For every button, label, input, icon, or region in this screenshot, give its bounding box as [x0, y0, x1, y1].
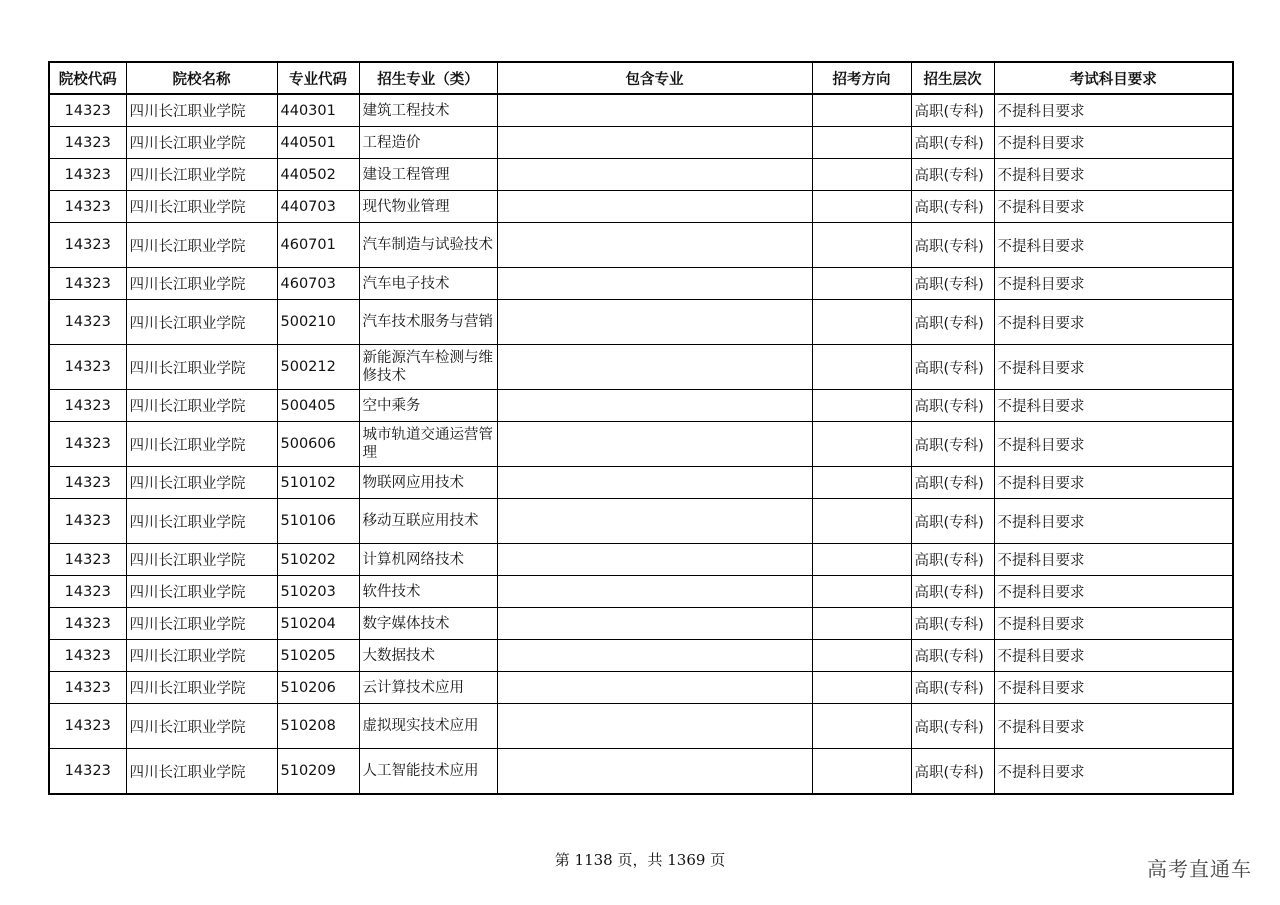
cell-major-code: 440502	[277, 159, 359, 191]
header-school-code: 院校代码	[49, 62, 126, 94]
cell-level: 高职(专科)	[911, 672, 994, 704]
cell-major-code: 510206	[277, 672, 359, 704]
cell-major: 软件技术	[359, 576, 497, 608]
cell-level: 高职(专科)	[911, 467, 994, 499]
cell-major-code: 510202	[277, 544, 359, 576]
table-row	[49, 94, 1233, 127]
cell-included-majors	[497, 640, 812, 672]
header-school-name: 院校名称	[126, 62, 277, 94]
cell-school-name: 四川长江职业学院	[126, 94, 277, 127]
page-footer: 第 1138 页，共 1369 页	[554, 851, 726, 869]
cell-included-majors	[497, 127, 812, 159]
cell-major-code: 510208	[277, 704, 359, 749]
cell-level: 高职(专科)	[911, 704, 994, 749]
table-row	[49, 159, 1233, 191]
cell-school-code: 14323	[49, 268, 126, 300]
cell-school-code: 14323	[49, 300, 126, 345]
table-row	[49, 127, 1233, 159]
cell-school-code: 14323	[49, 94, 126, 127]
cell-school-code: 14323	[49, 749, 126, 795]
cell-major: 建筑工程技术	[359, 94, 497, 127]
cell-included-majors	[497, 223, 812, 268]
cell-school-code: 14323	[49, 499, 126, 544]
table-row	[49, 749, 1233, 795]
cell-level: 高职(专科)	[911, 576, 994, 608]
cell-school-code: 14323	[49, 127, 126, 159]
cell-requirement: 不提科目要求	[994, 300, 1233, 345]
cell-requirement: 不提科目要求	[994, 191, 1233, 223]
cell-major-code: 460703	[277, 268, 359, 300]
cell-direction	[812, 159, 911, 191]
cell-major: 数字媒体技术	[359, 608, 497, 640]
cell-major-code: 460701	[277, 223, 359, 268]
table-row	[49, 576, 1233, 608]
cell-included-majors	[497, 704, 812, 749]
cell-direction	[812, 191, 911, 223]
cell-included-majors	[497, 300, 812, 345]
cell-requirement: 不提科目要求	[994, 704, 1233, 749]
cell-requirement: 不提科目要求	[994, 467, 1233, 499]
cell-direction	[812, 94, 911, 127]
cell-school-name: 四川长江职业学院	[126, 672, 277, 704]
cell-school-name: 四川长江职业学院	[126, 608, 277, 640]
table-row	[49, 467, 1233, 499]
cell-major: 物联网应用技术	[359, 467, 497, 499]
cell-direction	[812, 749, 911, 795]
cell-major-code: 510203	[277, 576, 359, 608]
cell-level: 高职(专科)	[911, 544, 994, 576]
cell-school-code: 14323	[49, 422, 126, 467]
cell-major: 空中乘务	[359, 390, 497, 422]
cell-school-name: 四川长江职业学院	[126, 223, 277, 268]
cell-requirement: 不提科目要求	[994, 608, 1233, 640]
cell-level: 高职(专科)	[911, 94, 994, 127]
cell-requirement: 不提科目要求	[994, 268, 1233, 300]
cell-school-name: 四川长江职业学院	[126, 159, 277, 191]
cell-included-majors	[497, 608, 812, 640]
watermark: 高考直通车	[1147, 857, 1252, 881]
cell-school-code: 14323	[49, 159, 126, 191]
cell-level: 高职(专科)	[911, 422, 994, 467]
table-row	[49, 300, 1233, 345]
header-level: 招生层次	[911, 62, 994, 94]
cell-school-code: 14323	[49, 640, 126, 672]
cell-major: 新能源汽车检测与维修技术	[359, 345, 497, 390]
cell-level: 高职(专科)	[911, 749, 994, 795]
cell-school-name: 四川长江职业学院	[126, 749, 277, 795]
cell-school-code: 14323	[49, 390, 126, 422]
table-row	[49, 191, 1233, 223]
cell-major-code: 500210	[277, 300, 359, 345]
cell-major: 移动互联应用技术	[359, 499, 497, 544]
cell-included-majors	[497, 544, 812, 576]
cell-requirement: 不提科目要求	[994, 390, 1233, 422]
cell-included-majors	[497, 159, 812, 191]
cell-level: 高职(专科)	[911, 608, 994, 640]
cell-requirement: 不提科目要求	[994, 544, 1233, 576]
cell-school-name: 四川长江职业学院	[126, 499, 277, 544]
cell-level: 高职(专科)	[911, 300, 994, 345]
cell-included-majors	[497, 672, 812, 704]
cell-school-code: 14323	[49, 576, 126, 608]
cell-major: 计算机网络技术	[359, 544, 497, 576]
cell-school-code: 14323	[49, 467, 126, 499]
cell-major-code: 440501	[277, 127, 359, 159]
cell-included-majors	[497, 94, 812, 127]
cell-major-code: 510102	[277, 467, 359, 499]
cell-direction	[812, 223, 911, 268]
cell-direction	[812, 345, 911, 390]
cell-school-code: 14323	[49, 608, 126, 640]
cell-major: 工程造价	[359, 127, 497, 159]
cell-included-majors	[497, 390, 812, 422]
cell-major: 人工智能技术应用	[359, 749, 497, 795]
cell-school-name: 四川长江职业学院	[126, 640, 277, 672]
cell-major-code: 510204	[277, 608, 359, 640]
cell-school-name: 四川长江职业学院	[126, 268, 277, 300]
table-row	[49, 345, 1233, 390]
cell-major: 汽车电子技术	[359, 268, 497, 300]
cell-direction	[812, 390, 911, 422]
cell-direction	[812, 499, 911, 544]
cell-major: 虚拟现实技术应用	[359, 704, 497, 749]
cell-school-name: 四川长江职业学院	[126, 467, 277, 499]
cell-level: 高职(专科)	[911, 640, 994, 672]
cell-school-name: 四川长江职业学院	[126, 422, 277, 467]
table-row	[49, 608, 1233, 640]
cell-requirement: 不提科目要求	[994, 127, 1233, 159]
cell-level: 高职(专科)	[911, 191, 994, 223]
cell-level: 高职(专科)	[911, 127, 994, 159]
cell-requirement: 不提科目要求	[994, 672, 1233, 704]
table-row	[49, 390, 1233, 422]
cell-school-name: 四川长江职业学院	[126, 127, 277, 159]
cell-requirement: 不提科目要求	[994, 749, 1233, 795]
cell-school-name: 四川长江职业学院	[126, 390, 277, 422]
cell-level: 高职(专科)	[911, 390, 994, 422]
header-major: 招生专业（类）	[359, 62, 497, 94]
cell-direction	[812, 467, 911, 499]
cell-school-name: 四川长江职业学院	[126, 704, 277, 749]
cell-included-majors	[497, 499, 812, 544]
header-major-code: 专业代码	[277, 62, 359, 94]
cell-direction	[812, 127, 911, 159]
table-row	[49, 640, 1233, 672]
cell-major-code: 500606	[277, 422, 359, 467]
header-requirement: 考试科目要求	[994, 62, 1233, 94]
cell-included-majors	[497, 422, 812, 467]
cell-requirement: 不提科目要求	[994, 640, 1233, 672]
header-included-majors: 包含专业	[497, 62, 812, 94]
cell-included-majors	[497, 345, 812, 390]
cell-school-code: 14323	[49, 345, 126, 390]
table-row	[49, 672, 1233, 704]
cell-major-code: 440301	[277, 94, 359, 127]
cell-direction	[812, 300, 911, 345]
cell-major: 汽车制造与试验技术	[359, 223, 497, 268]
cell-major: 现代物业管理	[359, 191, 497, 223]
table-row	[49, 268, 1233, 300]
table-row	[49, 223, 1233, 268]
cell-major-code: 510209	[277, 749, 359, 795]
table-row	[49, 422, 1233, 467]
cell-school-code: 14323	[49, 191, 126, 223]
cell-school-name: 四川长江职业学院	[126, 576, 277, 608]
cell-major-code: 510205	[277, 640, 359, 672]
cell-direction	[812, 422, 911, 467]
cell-level: 高职(专科)	[911, 223, 994, 268]
cell-requirement: 不提科目要求	[994, 576, 1233, 608]
table-row	[49, 544, 1233, 576]
header-direction: 招考方向	[812, 62, 911, 94]
cell-school-name: 四川长江职业学院	[126, 544, 277, 576]
cell-school-code: 14323	[49, 544, 126, 576]
cell-included-majors	[497, 576, 812, 608]
cell-major-code: 500405	[277, 390, 359, 422]
cell-requirement: 不提科目要求	[994, 159, 1233, 191]
cell-school-name: 四川长江职业学院	[126, 191, 277, 223]
table-row	[49, 704, 1233, 749]
cell-major: 汽车技术服务与营销	[359, 300, 497, 345]
cell-direction	[812, 672, 911, 704]
cell-direction	[812, 576, 911, 608]
cell-major: 大数据技术	[359, 640, 497, 672]
cell-level: 高职(专科)	[911, 499, 994, 544]
cell-school-code: 14323	[49, 704, 126, 749]
cell-direction	[812, 268, 911, 300]
cell-school-name: 四川长江职业学院	[126, 345, 277, 390]
cell-direction	[812, 608, 911, 640]
admissions-table	[48, 61, 1234, 795]
cell-direction	[812, 544, 911, 576]
cell-included-majors	[497, 467, 812, 499]
cell-major: 云计算技术应用	[359, 672, 497, 704]
cell-requirement: 不提科目要求	[994, 499, 1233, 544]
cell-requirement: 不提科目要求	[994, 345, 1233, 390]
cell-requirement: 不提科目要求	[994, 94, 1233, 127]
cell-school-code: 14323	[49, 223, 126, 268]
cell-level: 高职(专科)	[911, 159, 994, 191]
cell-major-code: 510106	[277, 499, 359, 544]
cell-direction	[812, 640, 911, 672]
cell-school-code: 14323	[49, 672, 126, 704]
table-header-row	[49, 62, 1233, 94]
cell-included-majors	[497, 268, 812, 300]
table-row	[49, 499, 1233, 544]
cell-major: 建设工程管理	[359, 159, 497, 191]
cell-major-code: 440703	[277, 191, 359, 223]
cell-included-majors	[497, 191, 812, 223]
cell-major-code: 500212	[277, 345, 359, 390]
cell-requirement: 不提科目要求	[994, 422, 1233, 467]
table-body	[49, 94, 1233, 794]
cell-included-majors	[497, 749, 812, 795]
cell-requirement: 不提科目要求	[994, 223, 1233, 268]
cell-level: 高职(专科)	[911, 345, 994, 390]
cell-direction	[812, 704, 911, 749]
cell-major: 城市轨道交通运营管理	[359, 422, 497, 467]
cell-level: 高职(专科)	[911, 268, 994, 300]
cell-school-name: 四川长江职业学院	[126, 300, 277, 345]
